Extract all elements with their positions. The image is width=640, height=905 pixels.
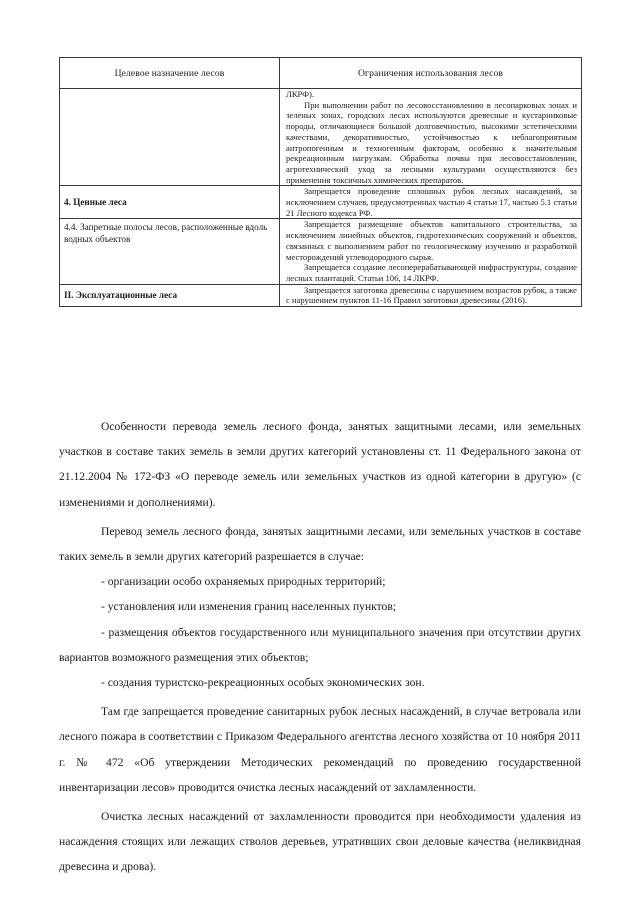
table-header-purpose: Целевое назначение лесов — [60, 58, 280, 89]
table-header-restrictions: Ограничения использования лесов — [280, 58, 582, 89]
restriction-text: Запрещается заготовка древесины с нарушением возрастов рубок, а также с нарушением пунктов 11-16 Правил заготовки древесины (2016). — [286, 284, 577, 306]
table-header-row — [60, 58, 582, 89]
paragraph: Перевод земель лесного фонда, занятых защитными лесами, или земельных участков в составе таких земель в земли других категорий разрешается в случае: — [59, 524, 581, 564]
table-cell-purpose — [60, 89, 280, 186]
restriction-text: ЛКРФ). — [286, 89, 314, 99]
table-cell-purpose: II. Эксплуатационные леса — [60, 284, 280, 306]
restriction-text: Запрещается создание лесоперерабатывающей инфраструктуры, создание лесных плантаций. Статьи 106, 14 ЛКРФ. — [286, 262, 577, 283]
table-cell-restrictions — [280, 219, 582, 284]
table-cell-purpose: 4.4. Запретные полосы лесов, расположенные вдоль водных объектов — [60, 219, 280, 284]
paragraph: Особенности перевода земель лесного фонда, занятых защитными лесами, или земельных участков в составе таких земель в земли других категорий установлены ст. 11 Федерального закона от 21.12.2004 № 172-ФЗ «О переводе земель или земельных участков из одной категории в другую» (с изменениями и дополнениями). — [59, 420, 581, 509]
list-item: - создания туристско-рекреационных особых экономических зон. — [101, 676, 425, 690]
table-row — [60, 219, 582, 284]
table-row — [60, 89, 582, 186]
table-cell-restrictions — [280, 284, 582, 306]
table-row — [60, 186, 582, 219]
list-item: - установления или изменения границ населенных пунктов; — [101, 600, 397, 614]
table-row — [60, 284, 582, 306]
table-cell-restrictions — [280, 186, 582, 219]
table-cell-restrictions — [280, 89, 582, 186]
paragraph: Там где запрещается проведение санитарных рубок лесных насаждений, в случае ветровала или лесного пожара в соответствии с Приказом Федерального агентства лесного хозяйства от 10 ноября 2011 г. № 472 «Об утверждении Методических рекомендаций по проведению государственной инвентаризации лесов» проводится очистка лесных насаждений от захламленности. — [59, 705, 581, 794]
paragraph: Очистка лесных насаждений от захламленности проводится при необходимости удаления из насаждения стоящих или лежащих стволов деревьев, утративших свои деловые качества (неликвидная древесина и дрова). — [59, 810, 581, 874]
list-item: - размещения объектов государственного или муниципального значения при отсутствии других вариантов возможного размещения этих объектов; — [59, 625, 581, 664]
restriction-text: При выполнении работ по лесовосстановлению в лесопарковых зонах и зеленых зонах, городских лесах используются древесные и кустарниковые породы, отличающиеся большой долговечностью, высокими эстетическими качествами, декоративностью, устойчивостью к неблагоприятным антропогенным и техногенным факторам, особенно к значительным рекреационным нагрузкам. Обработка почвы при лесовосстановлении, агротехнический уход за лесными культурами осуществляются без применения токсичных химических препаратов. — [286, 99, 577, 185]
table-cell-purpose: 4. Ценные леса — [60, 186, 280, 219]
restriction-text: Запрещается размещение объектов капитального строительства, за исключением линейных объектов, гидротехнических сооружений и объектов, связанных с выполнением работ по геологическому изучению и разработкой месторождений углеводородного сырья. — [286, 219, 577, 262]
restriction-text: Запрещается проведение сплошных рубок лесных насаждений, за исключением случаев, предусмотренных частью 4 статьи 17, частью 5.1 статьи 21 Лесного кодекса РФ. — [286, 186, 577, 218]
forest-restrictions-table — [59, 57, 582, 307]
body-text — [59, 414, 581, 880]
list-item: - организации особо охраняемых природных территорий; — [101, 575, 386, 589]
